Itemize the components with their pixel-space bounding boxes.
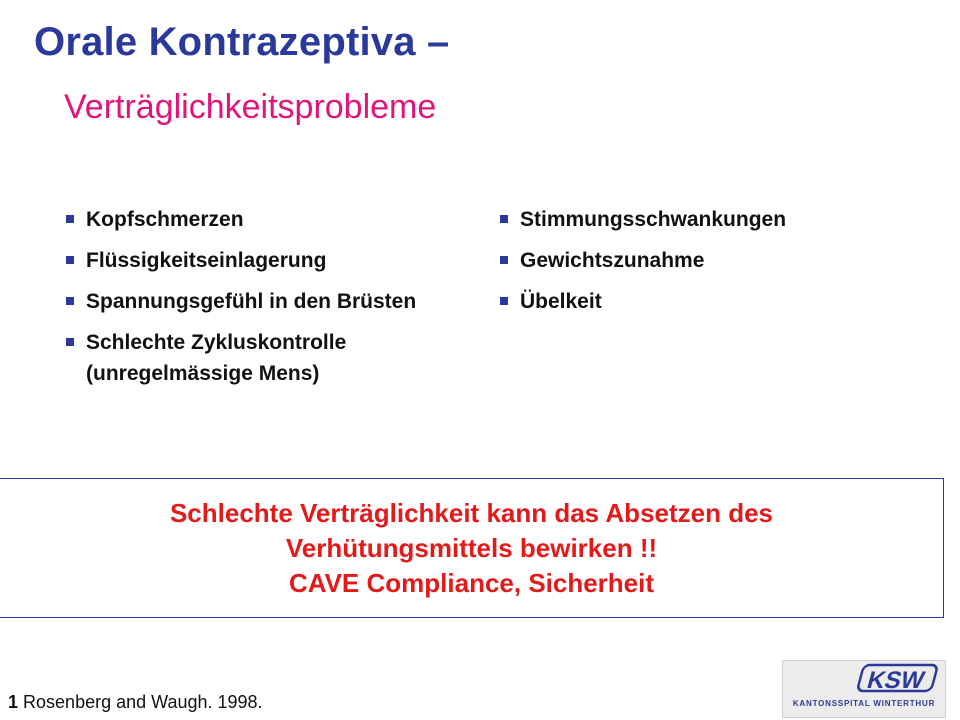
bullet-item [64,204,444,235]
callout-line: Schlechte Verträglichkeit kann das Absetzen des [169,497,774,528]
bullet-list-left [64,204,444,399]
slide-title: Orale Kontrazeptiva – [34,20,450,64]
bullet-text: Gewichtszunahme [520,249,705,272]
square-bullet-icon [66,256,74,264]
logo-wordmark: KSW [864,667,928,694]
bullet-text: Spannungsgefühl in den Brüsten [86,290,417,313]
bullet-text: Schlechte Zykluskontrolle (unregelmässige Mens) [86,331,347,385]
footnote-number: 1 [8,692,19,712]
ksw-logo [782,660,946,718]
callout-line: Verhütungsmittels bewirken !! [285,532,658,563]
footnote-text: Rosenberg and Waugh. 1998. [23,692,263,712]
square-bullet-icon [66,297,74,305]
square-bullet-icon [66,338,74,346]
bullet-text: Kopfschmerzen [86,208,244,231]
bullet-text: Übelkeit [520,290,602,313]
slide-subtitle: Verträglichkeitsprobleme [64,88,437,126]
callout-box [0,478,944,618]
callout-line: CAVE Compliance, Sicherheit [288,567,655,598]
bullet-item [498,286,918,317]
square-bullet-icon [500,256,508,264]
square-bullet-icon [500,297,508,305]
bullet-text: Flüssigkeitseinlagerung [86,249,327,272]
bullet-item [498,245,918,276]
square-bullet-icon [66,215,74,223]
logo-caption: KANTONSSPITAL WINTERTHUR [792,699,936,708]
bullet-item [64,327,444,389]
ksw-logo-mark [783,661,947,701]
bullet-item [64,245,444,276]
square-bullet-icon [500,215,508,223]
bullet-item [64,286,444,317]
bullet-text: Stimmungsschwankungen [520,208,787,231]
bullet-item [498,204,918,235]
bullet-list-right [498,204,918,327]
footnote [8,692,263,713]
